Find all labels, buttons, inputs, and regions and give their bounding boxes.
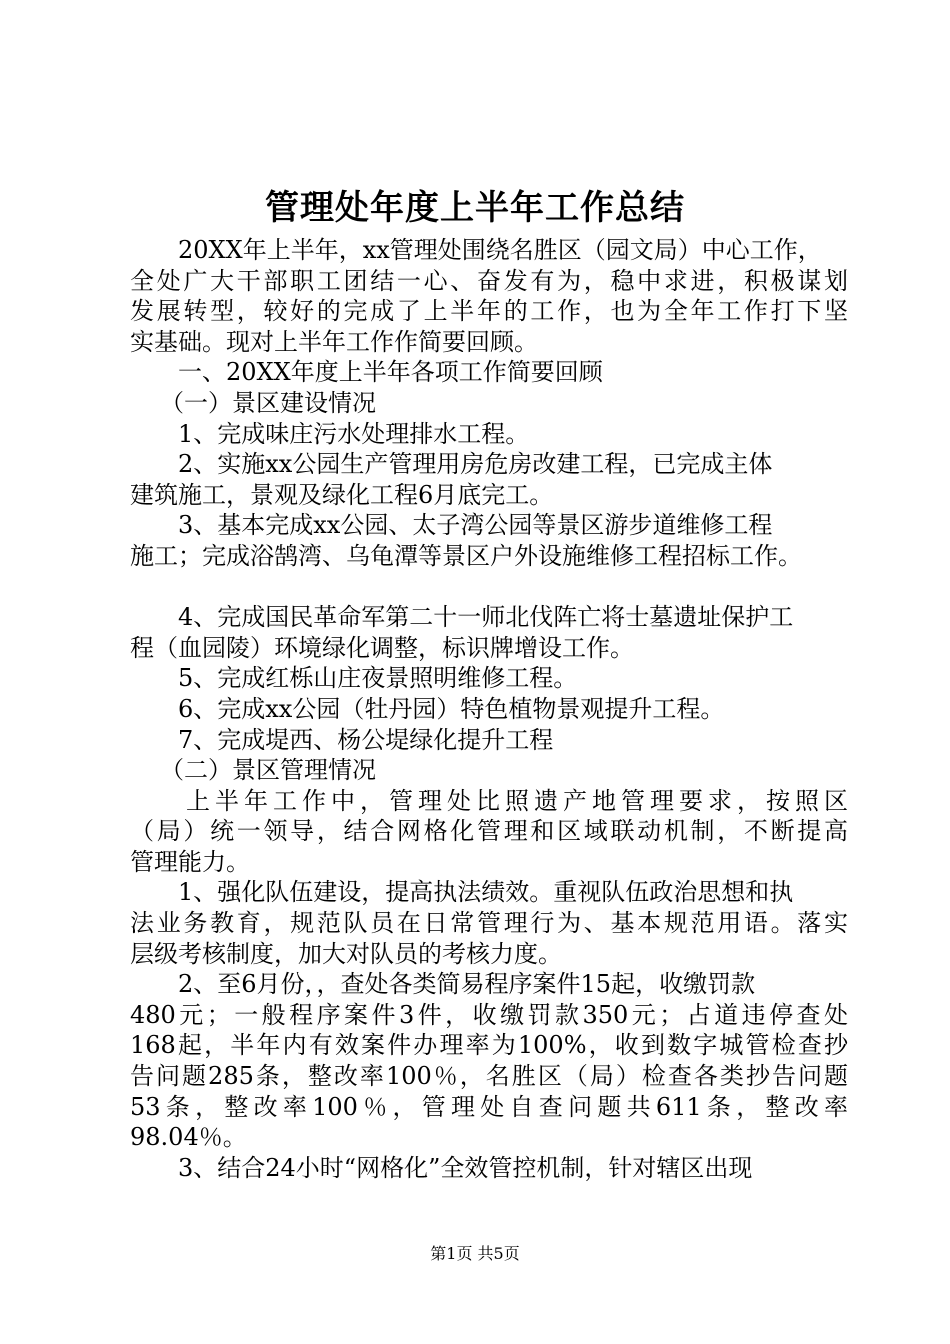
paragraph-line: 实基础。现对上半年工作作简要回顾。 <box>130 327 538 356</box>
paragraph-line: 程（血园陵）环境绿化调整，标识牌增设工作。 <box>130 633 634 662</box>
list-item: 1、完成味庄污水处理排水工程。 <box>178 419 530 448</box>
subsection-heading: （一）景区建设情况 <box>160 388 376 417</box>
document-body <box>130 235 848 1183</box>
paragraph-line: 上半年工作中，管理处比照遗产地管理要求，按照区 <box>186 786 848 815</box>
paragraph-line: 建筑施工，景观及绿化工程6月底完工。 <box>130 480 554 509</box>
list-item: 3、基本完成xx公园、太子湾公园等景区游步道维修工程 <box>178 511 773 540</box>
list-item: 5、完成红栎山庄夜景照明维修工程。 <box>178 664 578 693</box>
paragraph-line: 20XX年上半年，xx管理处围绕名胜区（园文局）中心工作， <box>178 236 822 264</box>
paragraph-line: 管理能力。 <box>130 847 250 876</box>
blank-line <box>130 572 848 603</box>
list-item: 4、完成国民革命军第二十一师北伐阵亡将士墓遗址保护工 <box>178 603 794 632</box>
paragraph-line: 480元；一般程序案件3件，收缴罚款350元；占道违停查处 <box>130 1000 848 1029</box>
list-item: 2、实施xx公园生产管理用房危房改建工程，已完成主体 <box>178 450 773 479</box>
list-item: 7、完成堤西、杨公堤绿化提升工程 <box>178 725 554 754</box>
paragraph-line: 发展转型，较好的完成了上半年的工作，也为全年工作打下坚 <box>130 297 848 326</box>
paragraph-line: 98.04％。 <box>130 1123 247 1152</box>
paragraph-line: （局）统一领导，结合网格化管理和区域联动机制，不断提高 <box>130 817 848 846</box>
page-footer: 第1页 共5页 <box>430 1244 520 1263</box>
paragraph-line: 168起，半年内有效案件办理率为100%，收到数字城管检查抄 <box>130 1031 848 1060</box>
paragraph-line: 告问题285条，整改率100％，名胜区（局）检查各类抄告问题 <box>130 1062 848 1091</box>
document-title: 管理处年度上半年工作总结 <box>265 188 685 228</box>
paragraph-line: 全处广大干部职工团结一心、奋发有为，稳中求进，积极谋划 <box>130 266 848 295</box>
paragraph-line: 53条，整改率100％，管理处自查问题共611条，整改率 <box>130 1092 848 1121</box>
subsection-heading: （二）景区管理情况 <box>160 756 376 785</box>
list-item: 6、完成xx公园（牡丹园）特色植物景观提升工程。 <box>178 694 725 723</box>
paragraph-line: 施工；完成浴鹄湾、乌龟潭等景区户外设施维修工程招标工作。 <box>130 541 802 570</box>
list-item: 2、至6月份，，查处各类简易程序案件15起，收缴罚款 <box>178 970 756 999</box>
section-heading: 一、20XX年度上半年各项工作简要回顾 <box>178 358 603 387</box>
list-item: 1、强化队伍建设，提高执法绩效。重视队伍政治思想和执 <box>178 878 794 907</box>
paragraph-line: 层级考核制度，加大对队员的考核力度。 <box>130 939 562 968</box>
paragraph-line: 法业务教育，规范队员在日常管理行为、基本规范用语。落实 <box>130 909 848 938</box>
list-item: 3、结合24小时“网格化”全效管控机制，针对辖区出现 <box>178 1153 753 1182</box>
